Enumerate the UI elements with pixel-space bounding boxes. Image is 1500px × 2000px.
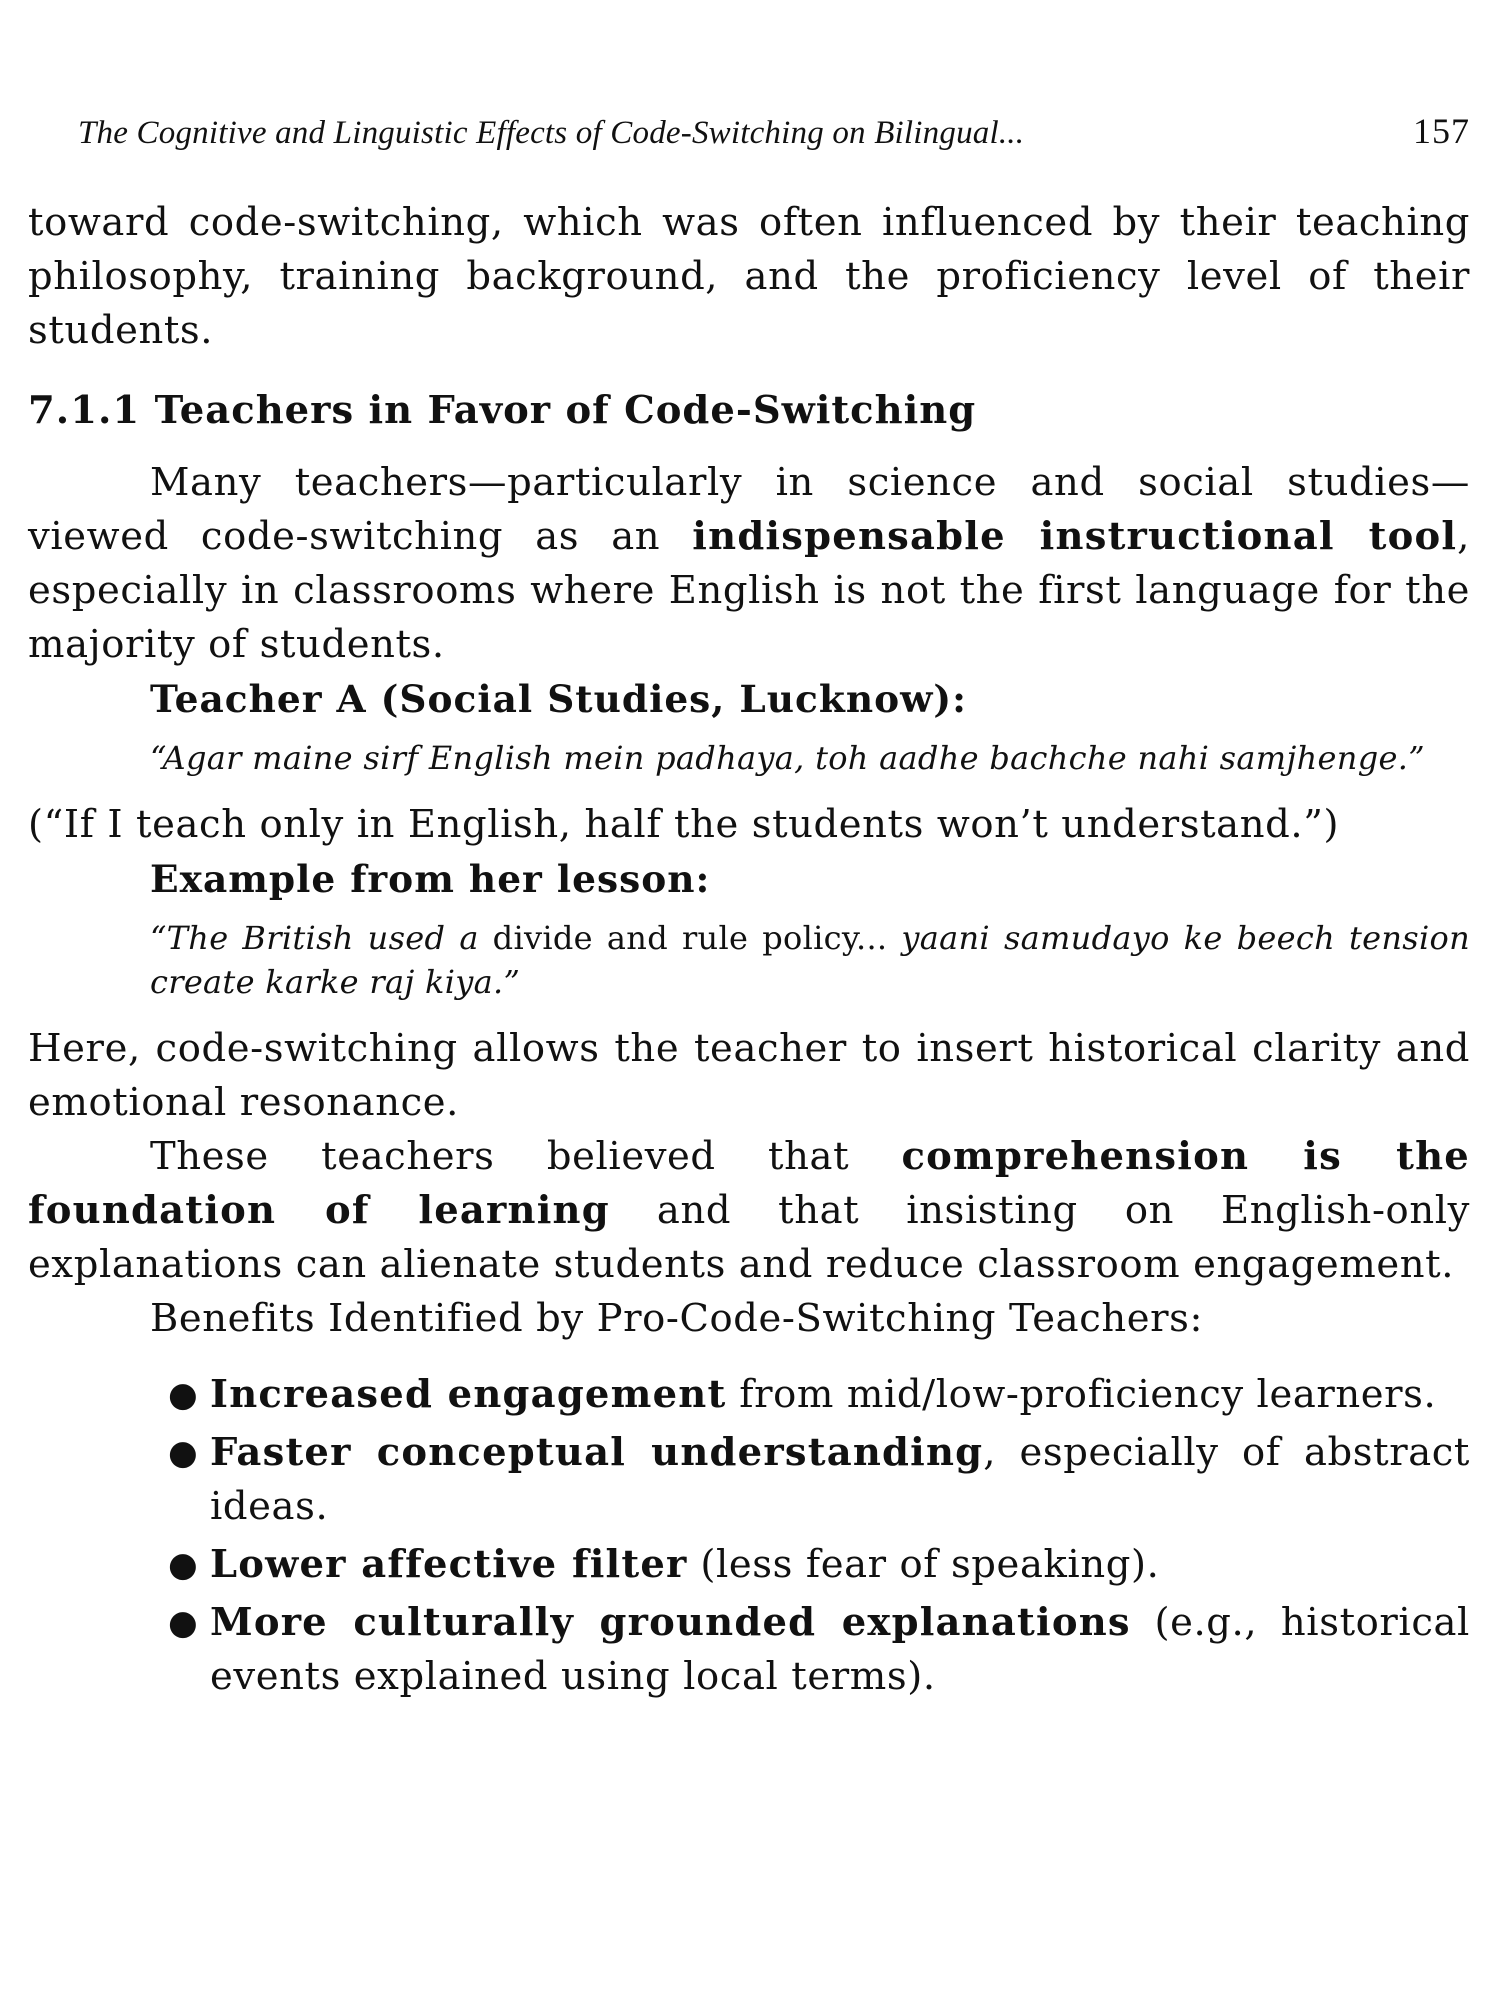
body-text [28,196,1470,1708]
teacher-a-label: Teacher A (Social Studies, Lucknow): [150,677,967,721]
benefit-text: (less fear of speaking). [687,1542,1160,1587]
page-number: 157 [1413,111,1470,151]
example-quote [150,916,1470,1004]
bullet-icon: ● [168,1603,199,1643]
teacher-a-translation: (“If I teach only in English, half the students won’t understand.”) [28,802,1340,847]
example-quote-part-b: divide and rule policy... [492,919,888,957]
benefits-list [28,1368,1470,1704]
intro-paragraph: toward code-switching, which was often influenced by their teaching philosophy, training background, and the proficiency level of their students. [28,200,1470,353]
bullet-icon: ● [168,1375,199,1415]
benefit-text: , especially of abstract ideas. [210,1430,1470,1529]
running-header [78,110,1470,152]
benefit-text: from mid/low-proficiency learners. [726,1372,1437,1417]
benefit-bold: More culturally grounded explanations [210,1600,1131,1645]
list-item [168,1426,1470,1534]
list-item [168,1538,1470,1592]
benefit-bold: Lower affective filter [210,1542,688,1587]
bullet-icon: ● [168,1545,199,1585]
section-heading: 7.1.1 Teachers in Favor of Code-Switching [28,388,977,433]
benefit-bold: Increased engagement [210,1372,727,1417]
example-quote-part-a: “The British used a [150,919,493,957]
list-item [168,1368,1470,1422]
teacher-a-quote: “Agar maine sirf English mein padhaya, toh aadhe bachche nahi samjhenge.” [150,739,1425,777]
benefit-text: (e.g., historical events explained using local terms). [210,1600,1470,1699]
paragraph-comprehension [28,1130,1470,1292]
benefit-bold: Faster conceptual understanding [210,1430,984,1475]
p1-text-a: Many teachers—particularly in science and social studies—viewed code-switching as an [28,460,1470,559]
paragraph-historical-clarity: Here, code-switching allows the teacher to insert historical clarity and emotional resonance. [28,1026,1470,1125]
paragraph-teachers-in-favor [28,456,1470,672]
p3-text-a: These teachers believed that [150,1134,902,1179]
running-title: The Cognitive and Linguistic Effects of Code-Switching on Bilingual... [78,115,1025,151]
example-label: Example from her lesson: [150,857,711,901]
bullet-icon: ● [168,1433,199,1473]
benefits-intro: Benefits Identified by Pro-Code-Switching Teachers: [150,1296,1204,1341]
p1-emphasis: indispensable instructional tool [692,514,1458,559]
p1-text-b: , especially in classrooms where English is not the first language for the majority of students. [28,514,1470,667]
p3-text-b: and that insisting on English-only explanations can alienate students and reduce classroom engagement. [28,1188,1470,1287]
list-item [168,1596,1470,1704]
p3-emphasis: comprehension is the foundation of learning [28,1134,1470,1233]
example-quote-part-c: yaani samudayo ke beech tension create karke raj kiya.” [150,919,1470,1001]
